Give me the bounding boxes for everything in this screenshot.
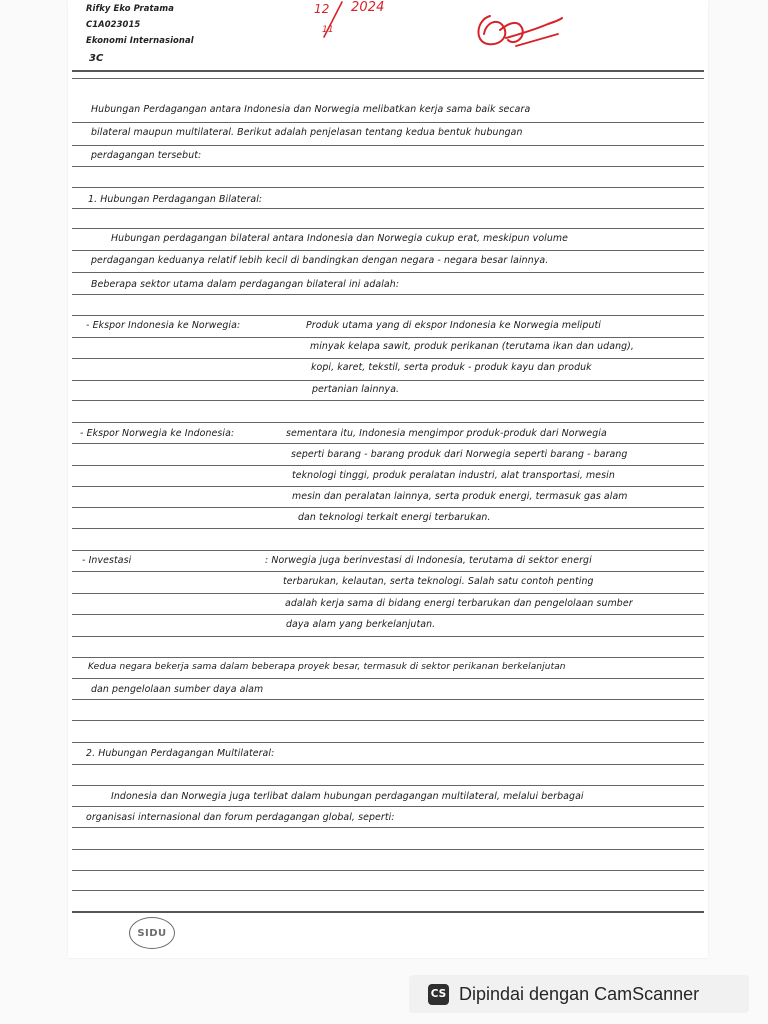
investasi-label: - Investasi <box>82 555 132 566</box>
sidu-logo-text: SIDU <box>137 927 167 939</box>
intro-line-1: Hubungan Perdagangan antara Indonesia dan Norwegia melibatkan kerja sama baik secara <box>91 104 531 115</box>
camscanner-icon: CS <box>428 984 449 1005</box>
section2-line-1: Indonesia dan Norwegia juga terlibat dalam hubungan perdagangan multilateral, melalui berbagai <box>111 791 584 802</box>
ekspor-indonesia-line-2: minyak kelapa sawit, produk perikanan (terutama ikan dan udang), <box>310 341 635 352</box>
section2-title: 2. Hubungan Perdagangan Multilateral: <box>86 748 275 759</box>
section1-line-1: Hubungan perdagangan bilateral antara Indonesia dan Norwegia cukup erat, meskipun volume <box>111 233 569 244</box>
ekspor-indonesia-label: - Ekspor Indonesia ke Norwegia: <box>86 320 241 331</box>
signature-graphic <box>470 4 565 56</box>
ekspor-norwegia-line-2: seperti barang - barang produk dari Norwegia seperti barang - barang <box>291 449 628 460</box>
ekspor-norwegia-line-3: teknologi tinggi, produk peralatan industri, alat transportasi, mesin <box>292 470 615 481</box>
class-label: 3C <box>89 53 104 64</box>
ekspor-norwegia-line-4: mesin dan peralatan lainnya, serta produk energi, termasuk gas alam <box>292 491 628 502</box>
ekspor-indonesia-line-4: pertanian lainnya. <box>312 384 400 395</box>
investasi-line-1: : Norwegia juga berinvestasi di Indonesia, terutama di sektor energi <box>265 555 592 566</box>
date-year: 2024 <box>351 0 385 15</box>
date-day: 12 <box>314 2 330 16</box>
ekspor-norwegia-line-5: dan teknologi terkait energi terbarukan. <box>298 512 491 523</box>
closing-line-2: dan pengelolaan sumber daya alam <box>91 684 264 695</box>
ekspor-indonesia-line-1: Produk utama yang di ekspor Indonesia ke Norwegia meliputi <box>306 320 601 331</box>
sidu-logo <box>129 917 175 949</box>
student-name: Rifky Eko Pratama <box>86 3 174 13</box>
section2-line-2: organisasi internasional dan forum perdagangan global, seperti: <box>86 812 395 823</box>
camscanner-text: Dipindai dengan CamScanner <box>459 983 700 1004</box>
closing-line-1: Kedua negara bekerja sama dalam beberapa proyek besar, termasuk di sektor perikanan berkelanjutan <box>88 662 566 672</box>
investasi-line-4: daya alam yang berkelanjutan. <box>286 619 436 630</box>
camscanner-watermark <box>409 975 749 1013</box>
intro-line-3: perdagangan tersebut: <box>91 150 202 161</box>
investasi-line-3: adalah kerja sama di bidang energi terbarukan dan pengelolaan sumber <box>285 598 633 609</box>
date-month: 11 <box>322 25 334 35</box>
student-id: C1A023015 <box>86 19 141 29</box>
investasi-line-2: terbarukan, kelautan, serta teknologi. Salah satu contoh penting <box>283 576 594 587</box>
section1-line-3: Beberapa sektor utama dalam perdagangan bilateral ini adalah: <box>91 279 400 290</box>
ekspor-norwegia-label: - Ekspor Norwegia ke Indonesia: <box>80 428 235 439</box>
section1-title: 1. Hubungan Perdagangan Bilateral: <box>88 194 263 205</box>
course-name: Ekonomi Internasional <box>86 35 194 45</box>
ekspor-norwegia-line-1: sementara itu, Indonesia mengimpor produk-produk dari Norwegia <box>286 428 607 439</box>
section1-line-2: perdagangan keduanya relatif lebih kecil di bandingkan dengan negara - negara besar lainnya. <box>91 255 549 266</box>
ekspor-indonesia-line-3: kopi, karet, tekstil, serta produk - produk kayu dan produk <box>311 362 592 373</box>
intro-line-2: bilateral maupun multilateral. Berikut adalah penjelasan tentang kedua bentuk hubungan <box>91 127 523 138</box>
